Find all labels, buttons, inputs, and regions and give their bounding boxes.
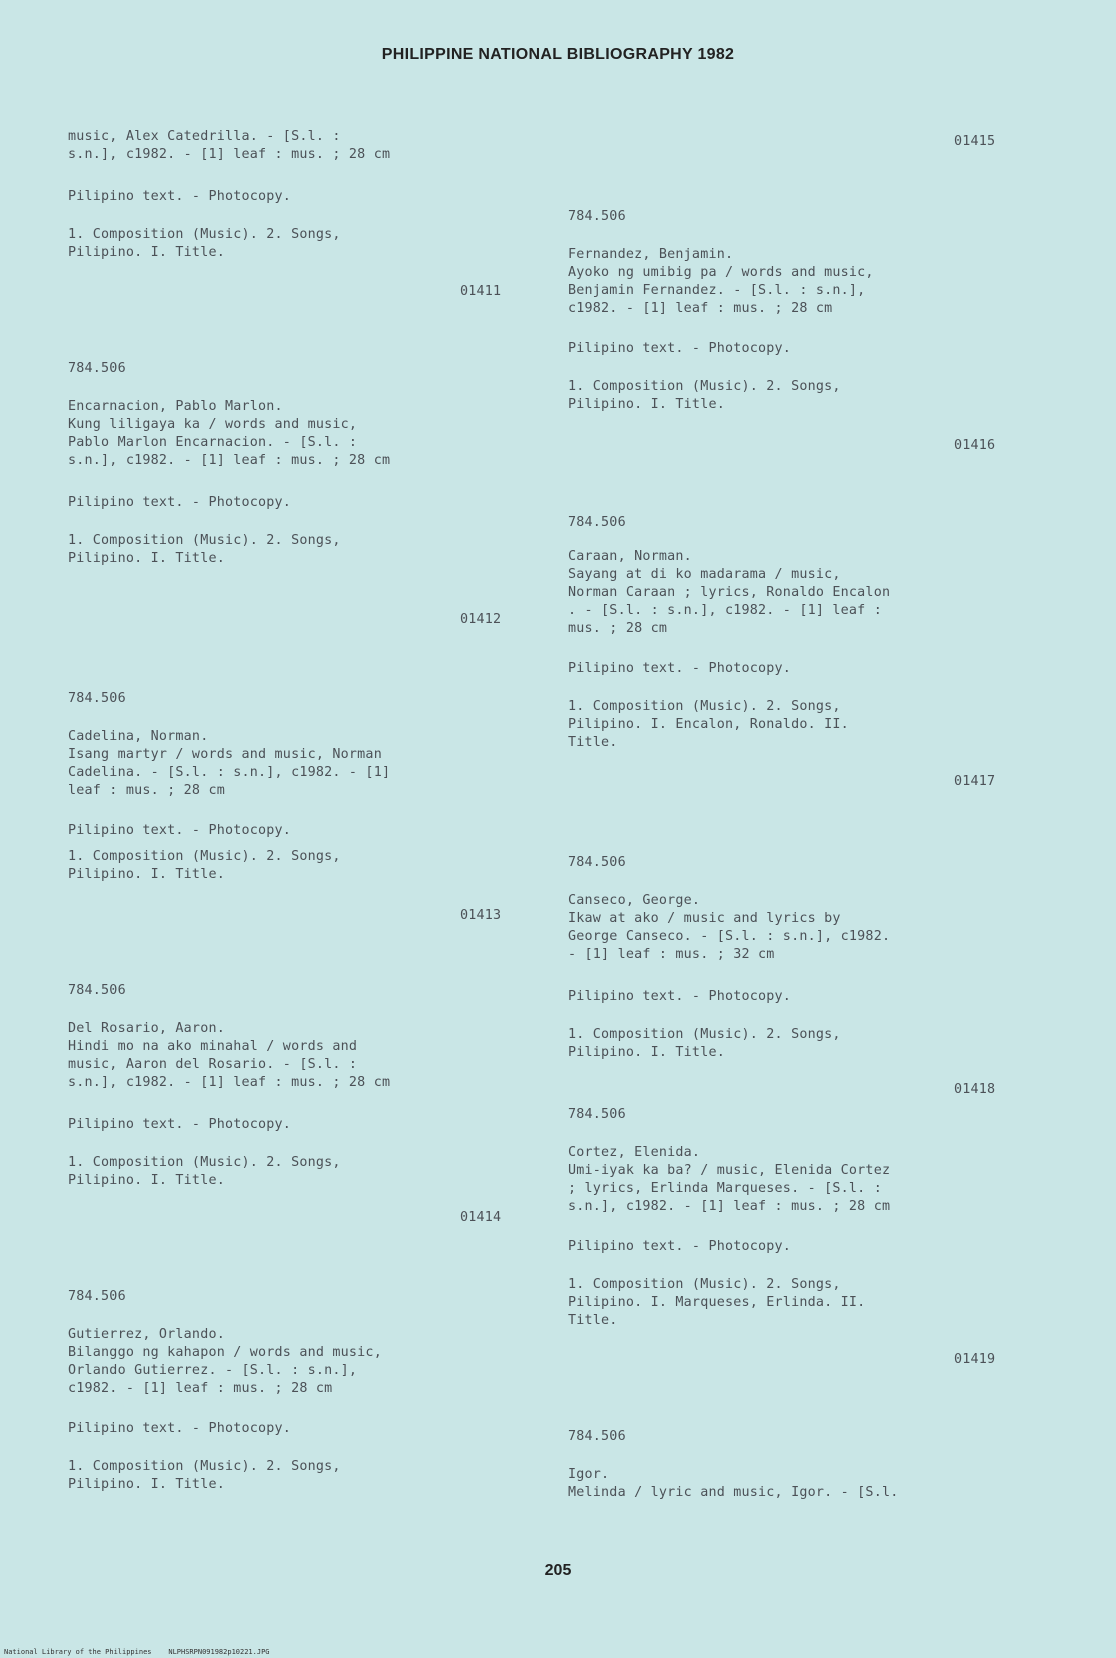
entry-number: 01419 <box>954 1352 996 1367</box>
entry-line: 1. Composition (Music). 2. Songs, <box>68 533 341 548</box>
entry-number: 01416 <box>954 438 996 453</box>
entry-line: Pilipino. I. Title. <box>68 1477 225 1492</box>
entry-line: c1982. - [1] leaf : mus. ; 28 cm <box>68 1381 333 1396</box>
entry-number: 01418 <box>954 1082 996 1097</box>
entry-number: 01417 <box>954 774 996 789</box>
entry-line: Canseco, George. <box>568 893 701 908</box>
entry-line: Orlando Gutierrez. - [S.l. : s.n.], <box>68 1363 358 1378</box>
entry-line: Pilipino text. - Photocopy. <box>568 1239 792 1254</box>
entry-line: George Canseco. - [S.l. : s.n.], c1982. <box>568 929 891 944</box>
entry-line: leaf : mus. ; 28 cm <box>68 783 225 798</box>
entry-line: Pilipino text. - Photocopy. <box>68 823 292 838</box>
entry-line: Fernandez, Benjamin. <box>568 247 734 262</box>
entry-line: Encarnacion, Pablo Marlon. <box>68 399 283 414</box>
entry-line: 784.506 <box>568 855 626 870</box>
entry-line: Pablo Marlon Encarnacion. - [S.l. : <box>68 435 358 450</box>
entry-line: 1. Composition (Music). 2. Songs, <box>568 699 841 714</box>
entry-line: Pilipino text. - Photocopy. <box>568 661 792 676</box>
entry-number: 01413 <box>460 908 502 923</box>
entry-line: Pilipino. I. Title. <box>68 1173 225 1188</box>
entry-number: 01414 <box>460 1210 502 1225</box>
entry-line: 1. Composition (Music). 2. Songs, <box>68 849 341 864</box>
entry-line: ; lyrics, Erlinda Marqueses. - [S.l. : <box>568 1181 882 1196</box>
entry-number: 01411 <box>460 284 502 299</box>
entry-line: 784.506 <box>568 1107 626 1122</box>
scan-footer: National Library of the Philippines NLPHSRPN091982p10221.JPG <box>4 1648 270 1656</box>
entry-line: 784.506 <box>68 983 126 998</box>
entry-line: Title. <box>568 735 618 750</box>
entry-line: Pilipino. I. Title. <box>68 245 225 260</box>
entry-line: 784.506 <box>68 361 126 376</box>
page-number: 205 <box>544 1562 572 1579</box>
entry-line: s.n.], c1982. - [1] leaf : mus. ; 28 cm <box>68 147 391 162</box>
entry-line: 784.506 <box>568 1429 626 1444</box>
entry-line: Umi-iyak ka ba? / music, Elenida Cortez <box>568 1163 891 1178</box>
entry-line: Kung liligaya ka / words and music, <box>68 417 358 432</box>
entry-line: Caraan, Norman. <box>568 549 692 564</box>
entry-line: Gutierrez, Orlando. <box>68 1327 225 1342</box>
entry-line: Pilipino text. - Photocopy. <box>68 1117 292 1132</box>
entry-line: 784.506 <box>68 691 126 706</box>
entry-line: Melinda / lyric and music, Igor. - [S.l. <box>568 1485 899 1500</box>
entry-line: Sayang at di ko madarama / music, <box>568 567 841 582</box>
entry-line: Pilipino. I. Title. <box>68 551 225 566</box>
entry-line: 1. Composition (Music). 2. Songs, <box>568 1027 841 1042</box>
entry-line: Cortez, Elenida. <box>568 1145 701 1160</box>
entry-line: Pilipino text. - Photocopy. <box>568 989 792 1004</box>
entry-line: - [1] leaf : mus. ; 32 cm <box>568 947 775 962</box>
entry-line: Pilipino. I. Title. <box>568 1045 725 1060</box>
entry-line: mus. ; 28 cm <box>568 621 668 636</box>
entry-line: Pilipino text. - Photocopy. <box>568 341 792 356</box>
page-title: PHILIPPINE NATIONAL BIBLIOGRAPHY 1982 <box>381 46 735 63</box>
entry-number: 01415 <box>954 134 996 149</box>
entry-line: s.n.], c1982. - [1] leaf : mus. ; 28 cm <box>68 1075 391 1090</box>
entry-line: 1. Composition (Music). 2. Songs, <box>68 227 341 242</box>
entry-line: 1. Composition (Music). 2. Songs, <box>568 1277 841 1292</box>
entry-line: s.n.], c1982. - [1] leaf : mus. ; 28 cm <box>568 1199 891 1214</box>
entry-line: Norman Caraan ; lyrics, Ronaldo Encalon <box>568 585 891 600</box>
entry-line: Title. <box>568 1313 618 1328</box>
entry-line: Igor. <box>568 1467 610 1482</box>
entry-line: Cadelina. - [S.l. : s.n.], c1982. - [1] <box>68 765 391 780</box>
entry-number: 01412 <box>460 612 502 627</box>
entry-line: Ikaw at ako / music and lyrics by <box>568 911 841 926</box>
entry-line: . - [S.l. : s.n.], c1982. - [1] leaf : <box>568 603 882 618</box>
entry-line: Pilipino. I. Title. <box>568 397 725 412</box>
entry-line: Isang martyr / words and music, Norman <box>68 747 382 762</box>
entry-line: Del Rosario, Aaron. <box>68 1021 225 1036</box>
entry-line: 1. Composition (Music). 2. Songs, <box>68 1459 341 1474</box>
entry-line: Pilipino. I. Marqueses, Erlinda. II. <box>568 1295 866 1310</box>
entry-line: Hindi mo na ako minahal / words and <box>68 1039 358 1054</box>
entry-line: 784.506 <box>68 1289 126 1304</box>
entry-line: 784.506 <box>568 209 626 224</box>
entry-line: Pilipino text. - Photocopy. <box>68 1421 292 1436</box>
entry-line: 784.506 <box>568 515 626 530</box>
entry-line: music, Aaron del Rosario. - [S.l. : <box>68 1057 358 1072</box>
entry-line: Pilipino text. - Photocopy. <box>68 189 292 204</box>
entry-line: music, Alex Catedrilla. - [S.l. : <box>68 129 341 144</box>
entry-line: Pilipino. I. Encalon, Ronaldo. II. <box>568 717 849 732</box>
entry-line: Pilipino text. - Photocopy. <box>68 495 292 510</box>
entry-line: Pilipino. I. Title. <box>68 867 225 882</box>
entry-line: Bilanggo ng kahapon / words and music, <box>68 1345 382 1360</box>
entry-line: Ayoko ng umibig pa / words and music, <box>568 265 874 280</box>
entry-line: 1. Composition (Music). 2. Songs, <box>568 379 841 394</box>
entry-line: s.n.], c1982. - [1] leaf : mus. ; 28 cm <box>68 453 391 468</box>
entry-line: Benjamin Fernandez. - [S.l. : s.n.], <box>568 283 866 298</box>
entry-line: Cadelina, Norman. <box>68 729 209 744</box>
entry-line: c1982. - [1] leaf : mus. ; 28 cm <box>568 301 833 316</box>
entry-line: 1. Composition (Music). 2. Songs, <box>68 1155 341 1170</box>
